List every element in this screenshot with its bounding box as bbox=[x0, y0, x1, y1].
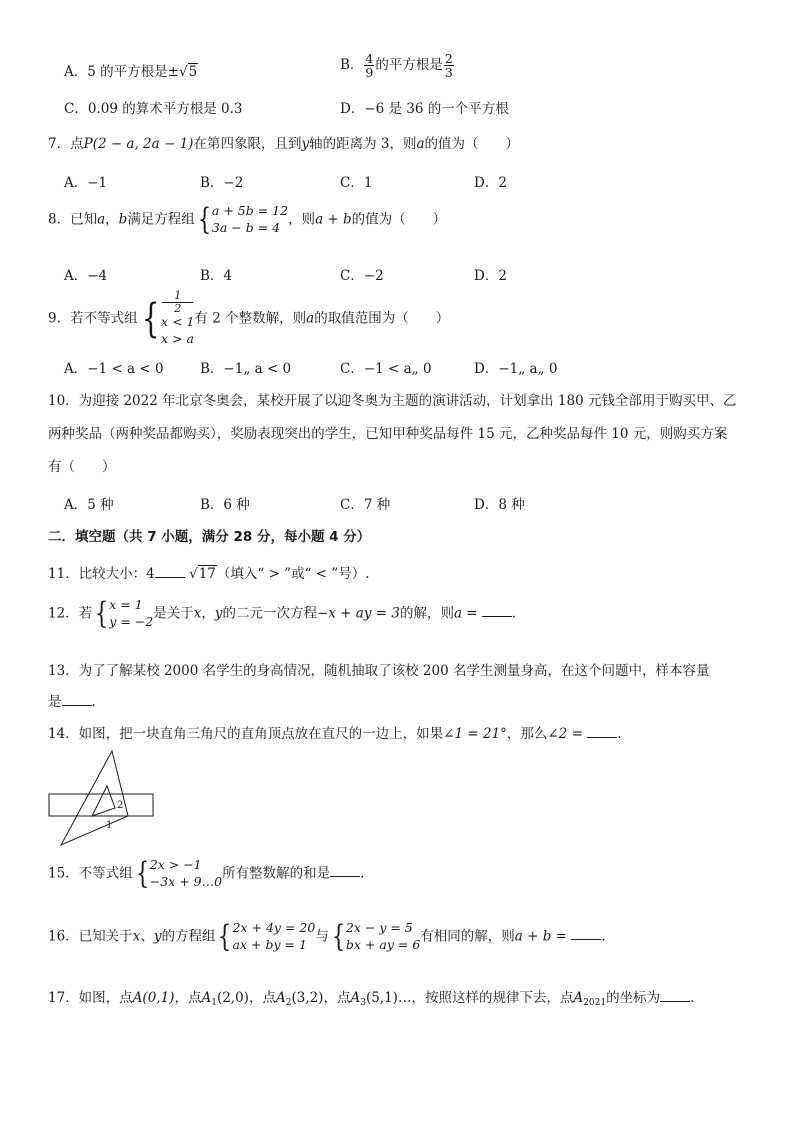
q9-option-c: C．−1 < a„ 0 bbox=[340, 361, 432, 377]
q8-system: a + 5b = 12 3a − b = 4 bbox=[211, 203, 289, 235]
q8-stem: 8．已知a，b满足方程组{ a + 5b = 12 3a − b = 4 ，则a + b的值为（ ） bbox=[48, 201, 447, 237]
q10-line-2: 两种奖品（两种奖品都购买），奖励表现突出的学生，已知甲种奖品每件 15 元，乙种奖品每件 10 元，则购买方案 bbox=[48, 426, 728, 442]
sqrt-5: √5 bbox=[178, 64, 198, 80]
brace-icon: { bbox=[331, 918, 346, 954]
q9-system: 1 2 x < 1 x > a bbox=[161, 289, 195, 346]
q8-option-c: C．−2 bbox=[340, 268, 384, 284]
q9-option-d: D．−1„ a„ 0 bbox=[474, 361, 558, 377]
q15-stem: 15．不等式组{ 2x > −1 −3x + 9…0 所有整数解的和是 . bbox=[48, 855, 365, 891]
q7-option-d: D．2 bbox=[474, 175, 507, 191]
q6-option-c: C．0.09 的算术平方根是 0.3 bbox=[64, 101, 243, 117]
q16-system-1: 2x + 4y = 20 ax + by = 1 bbox=[232, 920, 316, 952]
q14-stem: 14．如图，把一块直角三角尺的直角顶点放在直尺的一边上，如果∠1 = 21°，那么∠2 = . bbox=[48, 726, 622, 742]
q13-line-2: 是 . bbox=[48, 694, 96, 710]
q10-option-d: D．8 种 bbox=[474, 497, 525, 513]
answer-blank[interactable] bbox=[155, 565, 185, 578]
section-heading: 二．填空题（共 7 小题，满分 28 分，每小题 4 分） bbox=[48, 529, 371, 545]
answer-blank[interactable] bbox=[660, 989, 690, 1002]
answer-blank[interactable] bbox=[571, 927, 601, 940]
sqrt-17: √17 bbox=[189, 566, 216, 582]
q17-stem: 17．如图，点A(0,1)，点$A_1(2,0)$，点$A_2(3,2)$，点$A_3(5,1)\dots$，按照这样的规律下去，点$A_{2021}$的坐标为 . bbox=[48, 990, 695, 1008]
brace-icon: { bbox=[218, 918, 232, 954]
angle-1-label: 1 bbox=[106, 820, 113, 831]
q10-option-b: B．6 种 bbox=[200, 497, 250, 513]
q16-system-2: 2x − y = 5 bx + ay = 6 bbox=[345, 920, 421, 952]
q15-system: 2x > −1 −3x + 9…0 bbox=[149, 857, 223, 889]
q13-line-1: 13．为了了解某校 2000 名学生的身高情况，随机抽取了该校 200 名学生测量身高，在这个问题中，样本容量 bbox=[48, 663, 710, 679]
q8-option-a: A．−4 bbox=[64, 268, 108, 284]
fraction-1-2: 1 2 bbox=[162, 290, 193, 314]
answer-blank[interactable] bbox=[330, 864, 360, 877]
answer-blank[interactable] bbox=[587, 725, 617, 738]
q6-option-d: D．−6 是 36 的一个平方根 bbox=[340, 101, 509, 117]
answer-blank[interactable] bbox=[62, 693, 92, 706]
brace-icon: { bbox=[197, 201, 212, 237]
q10-line-1: 10．为迎接 2022 年北京冬奥会，某校开展了以迎冬奥为主题的演讲活动，计划拿出 180 元钱全部用于购买甲、乙 bbox=[48, 393, 737, 409]
brace-icon: { bbox=[135, 855, 149, 891]
q9-option-b: B．−1„ a < 0 bbox=[200, 361, 292, 377]
triangle-outer bbox=[61, 751, 128, 845]
q9-stem: 9．若不等式组{ 1 2 x < 1 x > a 有 2 个整数解，则a的取值范围为（ ） bbox=[48, 289, 450, 346]
q10-option-c: C．7 种 bbox=[340, 497, 391, 513]
brace-icon: { bbox=[141, 295, 160, 342]
q8-option-d: D．2 bbox=[474, 268, 507, 284]
fraction-2-3: $\frac{2}{3}$ bbox=[444, 51, 453, 81]
q10-option-a: A．5 种 bbox=[64, 497, 114, 513]
q7-stem: 7．点P(2 − a, 2a − 1)在第四象限，且到y轴的距离为 3，则a的值为（ ） bbox=[48, 136, 520, 152]
q10-line-3: 有（ ） bbox=[48, 459, 116, 475]
q7-option-a: A．−1 bbox=[64, 175, 108, 191]
angle-2-label: 2 bbox=[117, 800, 124, 811]
q6-option-b: B． $\frac{4}{9}$ 的平方根是 $\frac{2}{3}$ bbox=[340, 51, 453, 81]
q9-option-a: A．−1 < a < 0 bbox=[64, 361, 164, 377]
q12-stem: 12．若{ x = 1 y = −2 是关于x，y的二元一次方程−x + ay = 3的解，则a = . bbox=[48, 595, 517, 631]
ruler-triangle-figure bbox=[46, 748, 158, 848]
q8-option-b: B．4 bbox=[200, 268, 233, 284]
brace-icon: { bbox=[95, 595, 109, 631]
triangle-inner bbox=[92, 786, 115, 816]
q6-option-a: A．5 的平方根是±√5 bbox=[64, 64, 198, 80]
answer-blank[interactable] bbox=[482, 604, 512, 617]
q11-stem: 11．比较大小：4 √17（填入“ > ”或“ < ”号）. bbox=[48, 566, 370, 582]
q7-option-c: C．1 bbox=[340, 175, 373, 191]
q7-option-b: B．−2 bbox=[200, 175, 244, 191]
q16-stem: 16．已知关于x、y的方程组{ 2x + 4y = 20 ax + by = 1 与{ 2x − y = 5 bx + ay = 6 有相同的解，则a + b = . bbox=[48, 918, 606, 954]
fraction-4-9: $\frac{4}{9}$ bbox=[365, 51, 374, 81]
q12-system: x = 1 y = −2 bbox=[109, 597, 154, 629]
